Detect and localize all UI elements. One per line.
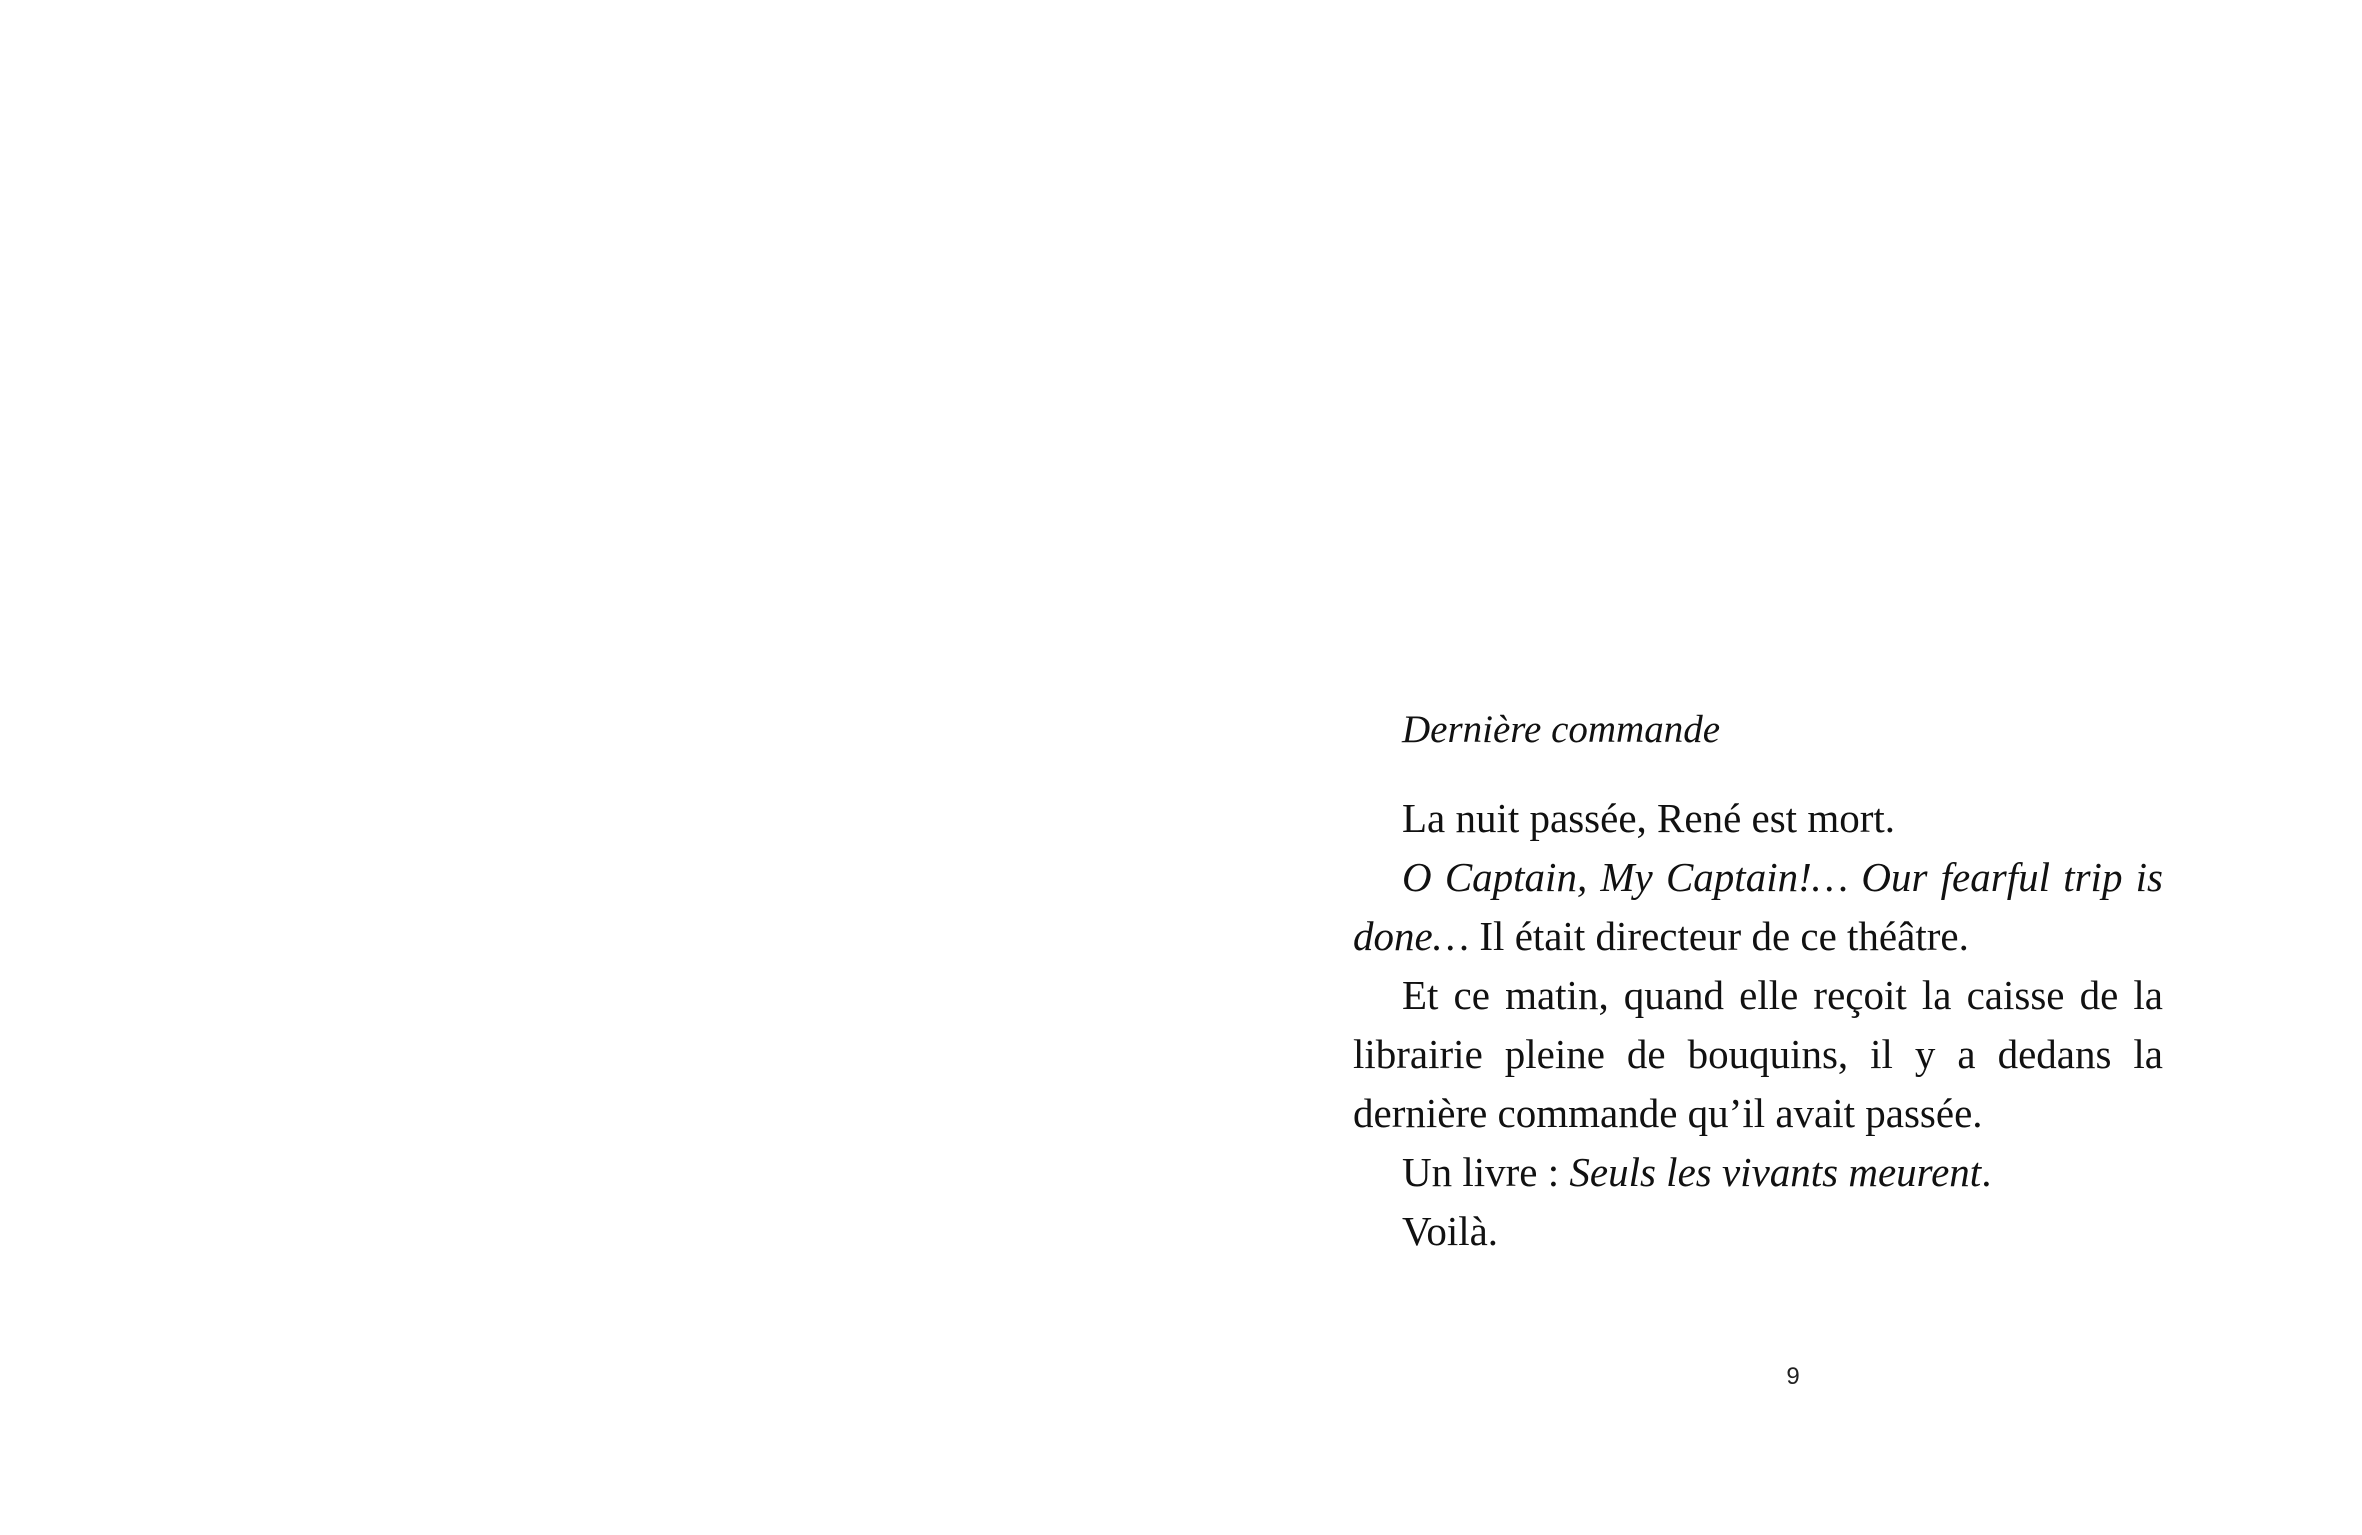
paragraph-4-end: .: [1981, 1149, 1992, 1195]
paragraph-2-text: Il était directeur de ce théâtre.: [1469, 913, 1969, 959]
paragraph-4: [1353, 1143, 2163, 1202]
paragraph-1-text: La nuit passée, René est mort.: [1402, 795, 1896, 841]
chapter-title: Dernière commande: [1402, 708, 1721, 751]
paragraph-2: [1353, 848, 2163, 966]
paragraph-2-quote: O Captain, My Captain!… Our fearful trip is done…: [1353, 854, 2163, 959]
page-number: 9: [1786, 1363, 1800, 1390]
right-page: [1181, 0, 2362, 1535]
paragraph-5: [1353, 1202, 2163, 1261]
paragraph-5-text: Voilà.: [1402, 1208, 1499, 1254]
paragraph-3: [1353, 966, 2163, 1143]
paragraph-4-lead: Un livre :: [1402, 1149, 1570, 1195]
paragraph-3-text: Et ce matin, quand elle reçoit la caisse de la librairie pleine de bouquins, il y a dedans la dernière commande qu’il avait passée.: [1353, 972, 2163, 1136]
page-text-block: [1353, 700, 2163, 1261]
paragraph-4-book-title: Seuls les vivants meurent: [1569, 1149, 1982, 1195]
paragraph-1: [1353, 789, 2163, 848]
